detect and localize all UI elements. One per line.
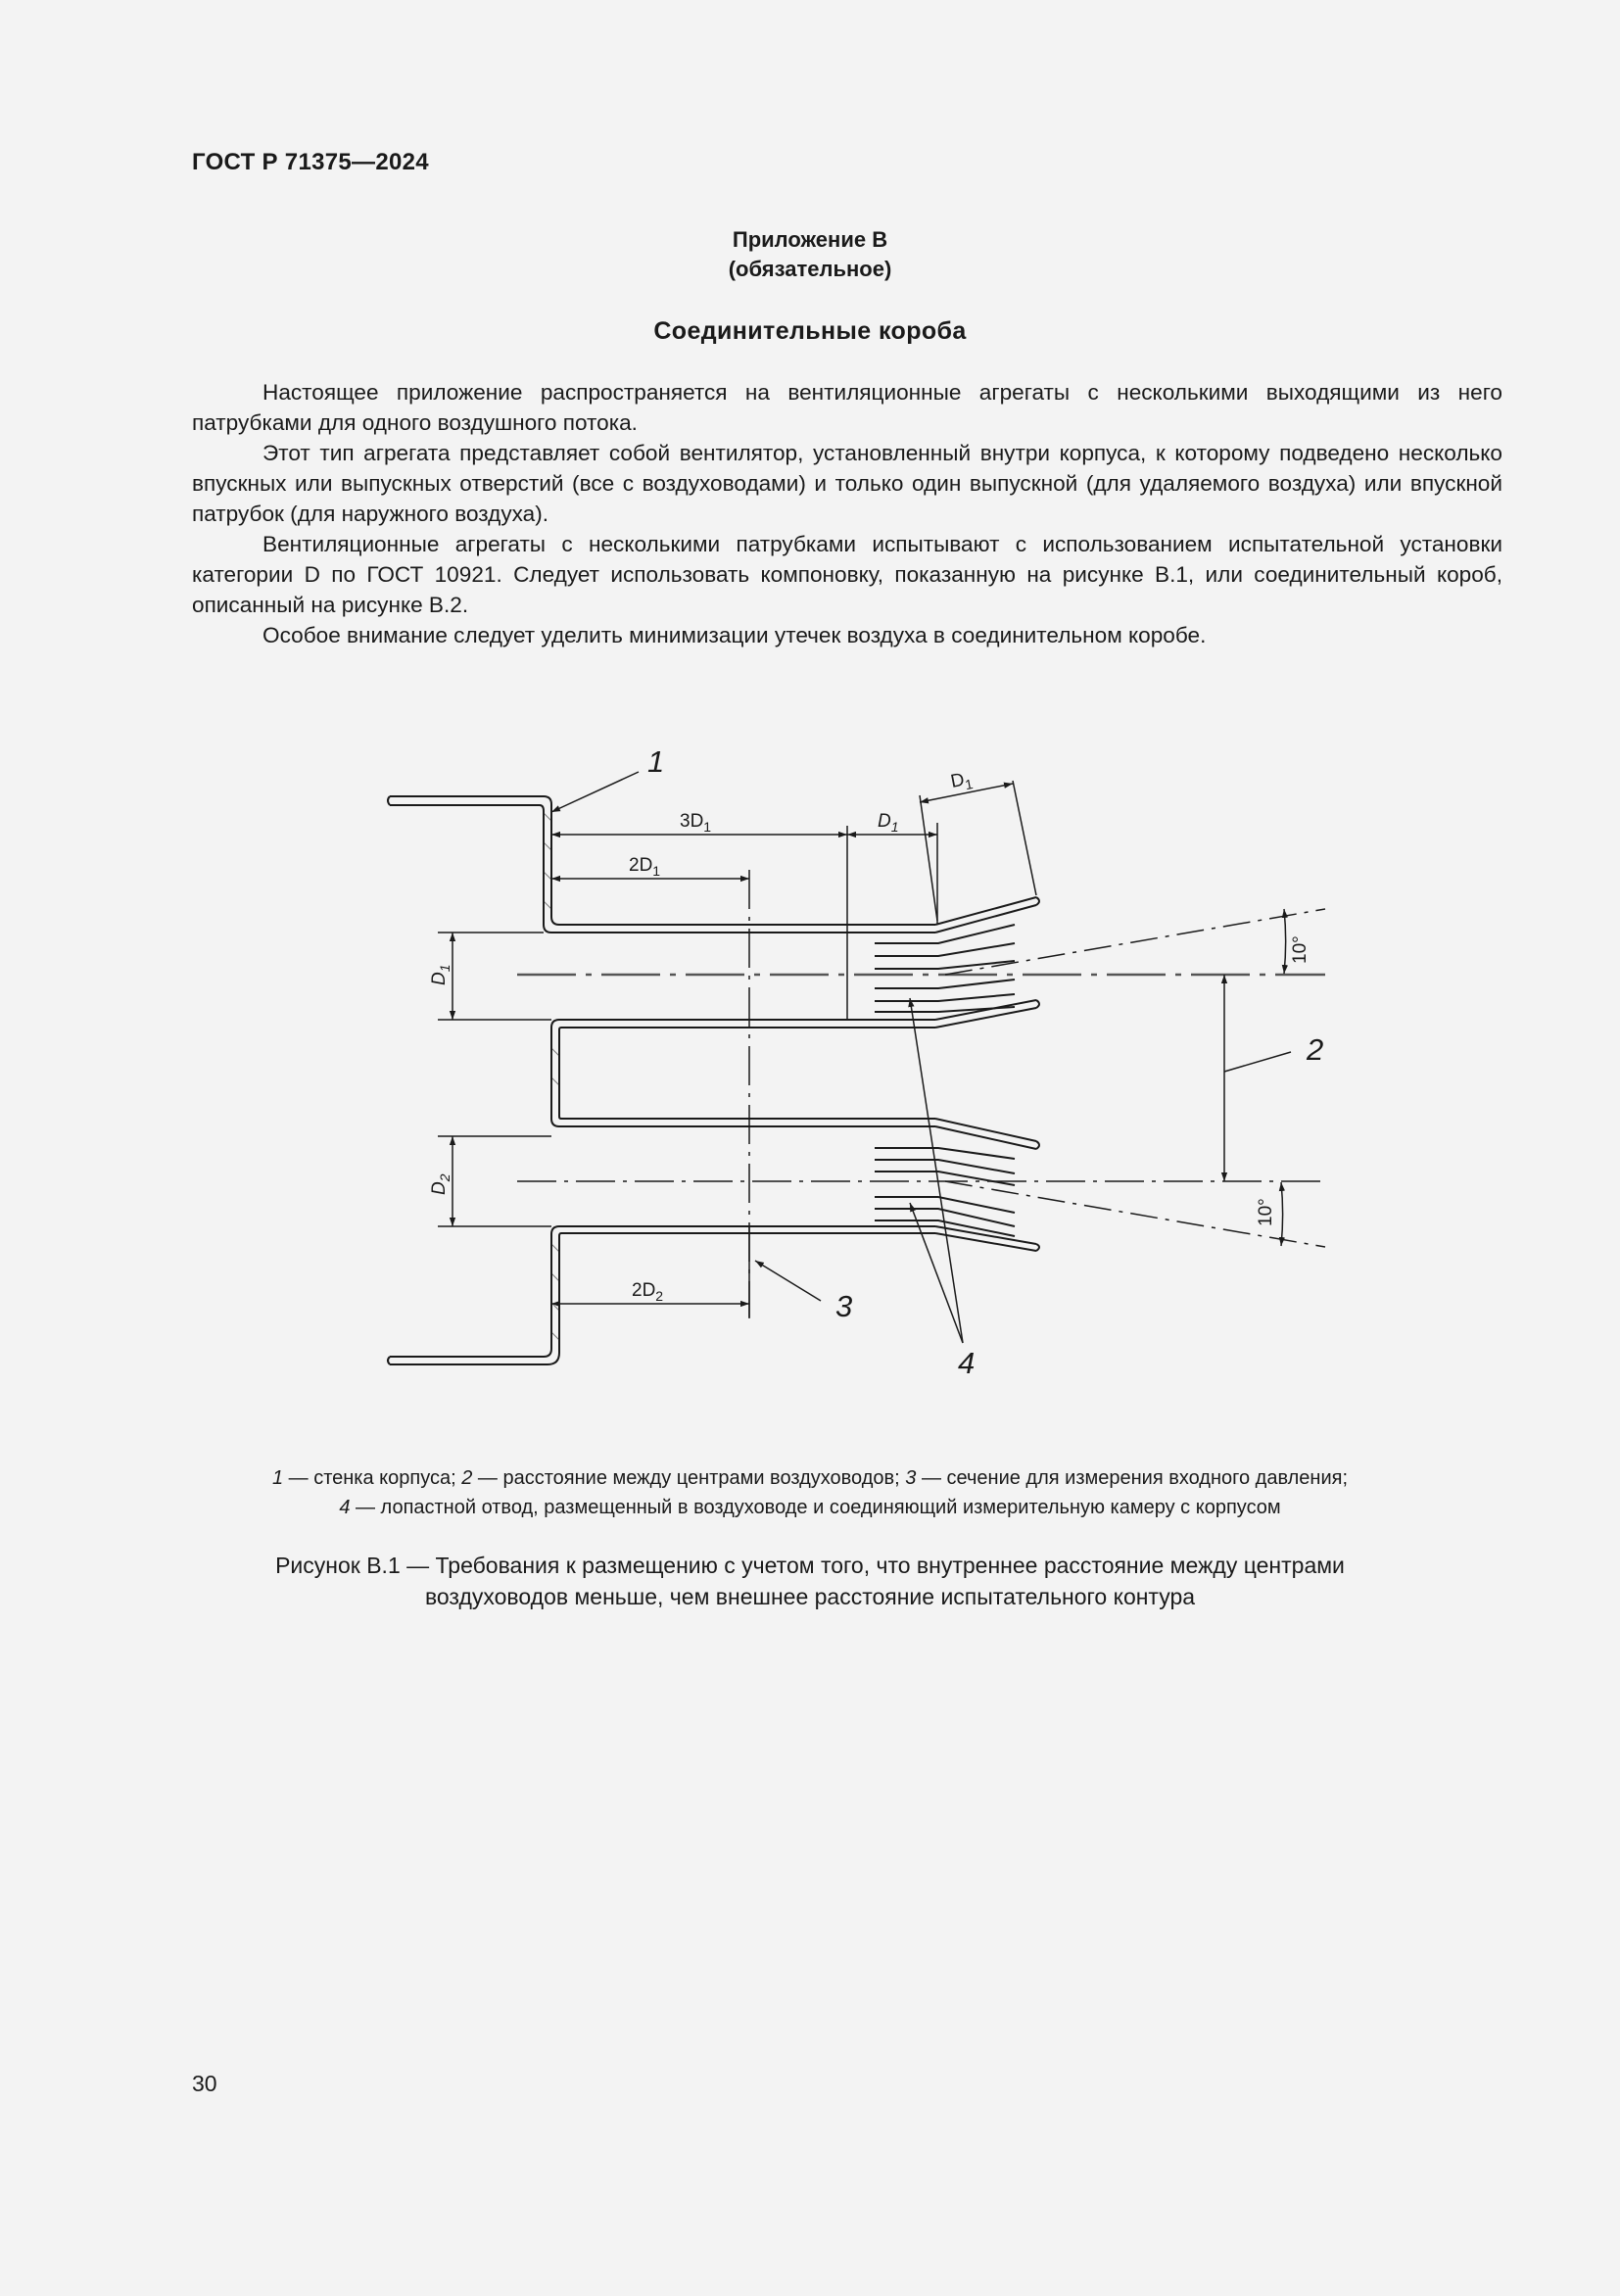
paragraph: Настоящее приложение распространяется на вентиляционные агрегаты с несколькими выходящими из него патрубками для одного воздушного потока. — [192, 380, 1502, 435]
figure-caption — [0, 1550, 1620, 1612]
callout-1: 1 — [647, 744, 665, 779]
figure-legend — [0, 1463, 1620, 1522]
legend-num: 4 — [339, 1497, 351, 1518]
vane-diffuser-upper — [875, 925, 1015, 1012]
annex-title: Приложение В — [732, 227, 888, 252]
dimension-d1-label: $D_1$ — [878, 811, 899, 835]
dimension-d2-vertical-label: $D_2$ — [429, 1173, 453, 1195]
legend-line-2 — [0, 1493, 1620, 1522]
dimension-d1-vertical-label: $D_1$ — [429, 964, 453, 985]
legend-text: — стенка корпуса; — [283, 1467, 462, 1489]
document-header: ГОСТ Р 71375—2024 — [192, 149, 429, 175]
paragraph: Вентиляционные агрегаты с несколькими патрубками испытывают с использованием испытательной установки категории D по ГОСТ 10921. Следует использовать компоновку, показанную на рисунке В.1, или соединительный короб, описанный на рисунке В.2. — [192, 532, 1502, 617]
caption-line: Рисунок В.1 — Требования к размещению с учетом того, что внутреннее расстояние между центрами — [275, 1553, 1345, 1578]
section-title: Соединительные короба — [653, 317, 967, 345]
angle-label-upper: 10° — [1290, 935, 1310, 964]
callout-2: 2 — [1307, 1032, 1324, 1067]
dimension-2d2-label: $2D_2$ — [632, 1280, 664, 1304]
legend-text: — расстояние между центрами воздуховодов; — [472, 1467, 906, 1489]
legend-text: — сечение для измерения входного давления; — [916, 1467, 1349, 1489]
paragraph: Этот тип агрегата представляет собой вентилятор, установленный внутри корпуса, к которому подведено несколько впускных или выпускных отверстий (все с воздуховодами) и только один выпускной (для удаляемого воздуха) или впускной патрубок (для наружного воздуха). — [192, 441, 1502, 526]
caption-line: воздуховодов меньше, чем внешнее расстояние испытательного контура — [424, 1584, 1196, 1609]
legend-num: 2 — [461, 1467, 473, 1489]
legend-line-1 — [0, 1463, 1620, 1493]
paragraph: Особое внимание следует уделить минимизации утечек воздуха в соединительном коробе. — [262, 623, 1207, 647]
angle-label-lower: 10° — [1256, 1198, 1276, 1226]
callout-3: 3 — [835, 1289, 853, 1323]
callout-4: 4 — [958, 1346, 976, 1380]
housing-wall — [388, 796, 935, 1364]
center-lines — [517, 870, 1325, 1317]
dimension-3d1-label: $3D_1$ — [680, 811, 712, 835]
legend-num: 3 — [905, 1467, 917, 1489]
leader-lines — [551, 772, 1291, 1343]
annex-status: (обязательное) — [728, 257, 892, 281]
dimension-2d1-label: $2D_1$ — [629, 855, 661, 879]
page-number: 30 — [192, 2071, 217, 2096]
legend-text: — лопастной отвод, размещенный в воздуховоде и соединяющий измерительную камеру с корпусом — [350, 1497, 1281, 1518]
legend-num: 1 — [271, 1467, 284, 1489]
dimension-d1-flare-label: $D_1$ — [948, 769, 975, 793]
